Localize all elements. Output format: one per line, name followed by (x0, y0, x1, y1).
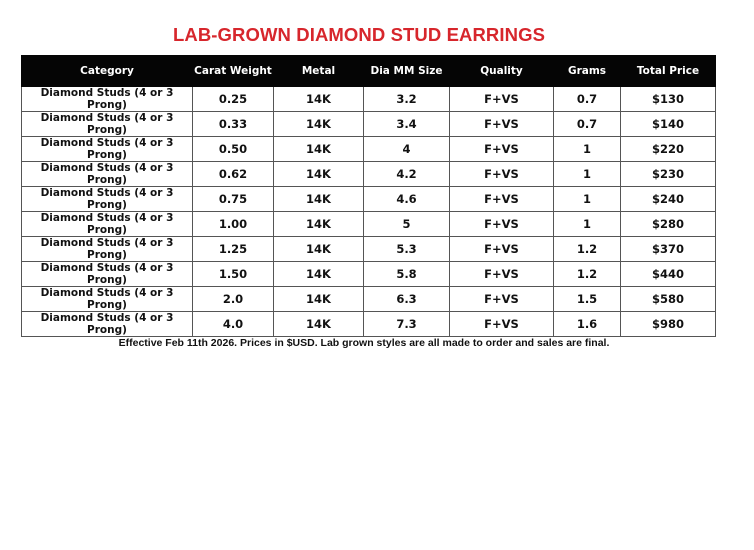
cell-grams: 1.2 (554, 262, 621, 287)
cell-carat-weight: 1.00 (193, 212, 274, 237)
cell-quality: F+VS (450, 237, 554, 262)
cell-metal: 14K (274, 262, 364, 287)
cell-dia-mm-size: 3.4 (364, 112, 450, 137)
cell-grams: 1.2 (554, 237, 621, 262)
cell-carat-weight: 0.25 (193, 87, 274, 112)
table-row (22, 112, 716, 137)
cell-category: Diamond Studs (4 or 3 Prong) (22, 112, 193, 137)
cell-total-price: $230 (621, 162, 716, 187)
price-table (21, 55, 716, 337)
cell-total-price: $580 (621, 287, 716, 312)
page-title: LAB-GROWN DIAMOND STUD EARRINGS (172, 24, 546, 45)
cell-category: Diamond Studs (4 or 3 Prong) (22, 312, 193, 337)
cell-grams: 1.6 (554, 312, 621, 337)
cell-dia-mm-size: 7.3 (364, 312, 450, 337)
cell-carat-weight: 2.0 (193, 287, 274, 312)
cell-metal: 14K (274, 112, 364, 137)
header-carat-weight: Carat Weight (193, 56, 274, 87)
cell-grams: 0.7 (554, 87, 621, 112)
table-row (22, 212, 716, 237)
table-row (22, 162, 716, 187)
cell-dia-mm-size: 4.6 (364, 187, 450, 212)
table-row (22, 87, 716, 112)
cell-dia-mm-size: 3.2 (364, 87, 450, 112)
cell-quality: F+VS (450, 137, 554, 162)
cell-grams: 1 (554, 137, 621, 162)
cell-total-price: $980 (621, 312, 716, 337)
cell-metal: 14K (274, 87, 364, 112)
cell-category: Diamond Studs (4 or 3 Prong) (22, 187, 193, 212)
cell-carat-weight: 0.62 (193, 162, 274, 187)
cell-total-price: $240 (621, 187, 716, 212)
header-dia-mm-size: Dia MM Size (364, 56, 450, 87)
cell-metal: 14K (274, 162, 364, 187)
cell-total-price: $130 (621, 87, 716, 112)
header-category: Category (22, 56, 193, 87)
cell-dia-mm-size: 5 (364, 212, 450, 237)
table-row (22, 312, 716, 337)
cell-metal: 14K (274, 287, 364, 312)
cell-carat-weight: 0.50 (193, 137, 274, 162)
cell-category: Diamond Studs (4 or 3 Prong) (22, 87, 193, 112)
cell-metal: 14K (274, 312, 364, 337)
cell-quality: F+VS (450, 162, 554, 187)
table-row (22, 287, 716, 312)
cell-total-price: $140 (621, 112, 716, 137)
header-total-price: Total Price (621, 56, 716, 87)
cell-quality: F+VS (450, 112, 554, 137)
cell-total-price: $280 (621, 212, 716, 237)
header-row (22, 56, 716, 87)
cell-grams: 0.7 (554, 112, 621, 137)
cell-quality: F+VS (450, 312, 554, 337)
cell-total-price: $370 (621, 237, 716, 262)
header-metal: Metal (274, 56, 364, 87)
cell-total-price: $440 (621, 262, 716, 287)
cell-dia-mm-size: 5.3 (364, 237, 450, 262)
cell-metal: 14K (274, 212, 364, 237)
cell-metal: 14K (274, 237, 364, 262)
cell-quality: F+VS (450, 187, 554, 212)
cell-category: Diamond Studs (4 or 3 Prong) (22, 212, 193, 237)
cell-grams: 1.5 (554, 287, 621, 312)
cell-category: Diamond Studs (4 or 3 Prong) (22, 287, 193, 312)
cell-carat-weight: 0.75 (193, 187, 274, 212)
cell-category: Diamond Studs (4 or 3 Prong) (22, 237, 193, 262)
table-row (22, 187, 716, 212)
cell-quality: F+VS (450, 287, 554, 312)
cell-category: Diamond Studs (4 or 3 Prong) (22, 162, 193, 187)
table-row (22, 262, 716, 287)
header-grams: Grams (554, 56, 621, 87)
cell-carat-weight: 4.0 (193, 312, 274, 337)
cell-dia-mm-size: 4.2 (364, 162, 450, 187)
header-quality: Quality (450, 56, 554, 87)
cell-quality: F+VS (450, 87, 554, 112)
cell-metal: 14K (274, 187, 364, 212)
cell-quality: F+VS (450, 262, 554, 287)
cell-quality: F+VS (450, 212, 554, 237)
cell-category: Diamond Studs (4 or 3 Prong) (22, 137, 193, 162)
footer-note: Effective Feb 11th 2026. Prices in $USD. Lab grown styles are all made to order and sales are final. (118, 337, 610, 349)
table-row (22, 137, 716, 162)
cell-carat-weight: 0.33 (193, 112, 274, 137)
cell-carat-weight: 1.50 (193, 262, 274, 287)
cell-dia-mm-size: 4 (364, 137, 450, 162)
table-body (22, 87, 716, 337)
table-row (22, 237, 716, 262)
cell-carat-weight: 1.25 (193, 237, 274, 262)
cell-grams: 1 (554, 187, 621, 212)
table-header (22, 56, 716, 87)
cell-grams: 1 (554, 212, 621, 237)
cell-total-price: $220 (621, 137, 716, 162)
cell-category: Diamond Studs (4 or 3 Prong) (22, 262, 193, 287)
cell-dia-mm-size: 6.3 (364, 287, 450, 312)
cell-grams: 1 (554, 162, 621, 187)
cell-dia-mm-size: 5.8 (364, 262, 450, 287)
cell-metal: 14K (274, 137, 364, 162)
